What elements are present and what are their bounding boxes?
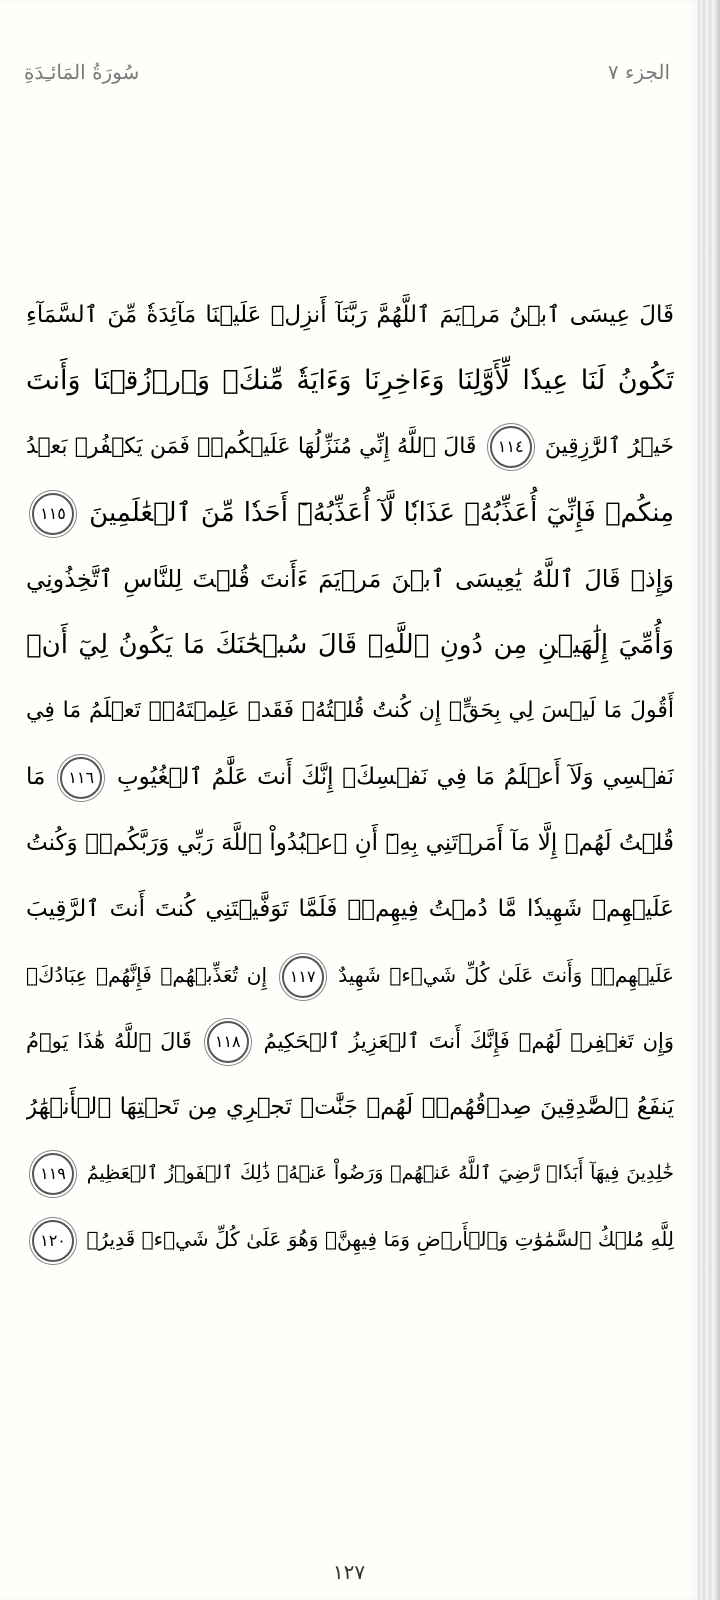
text-line [26, 282, 674, 348]
verse-text: قَالَ ٱللَّهُ هَٰذَا يَوۡمُ [26, 1029, 192, 1053]
verse-text: قَالَ ٱللَّهُ إِنِّي مُنَزِّلُهَا عَلَيۡكُمۡۖ فَمَن يَكۡفُرۡ بَعۡدُ [26, 434, 477, 459]
text-line [26, 942, 674, 1008]
verse-text: لِلَّهِ مُلۡكُ ٱلسَّمَٰوَٰتِ وَٱلۡأَرۡضِ وَمَا فِيهِنَّۚ وَهُوَ عَلَىٰ كُلِّ شَيۡءٖ قَدِيرُۢ [86, 1227, 674, 1251]
text-line [26, 1206, 674, 1272]
text-line [26, 612, 674, 678]
verse-text: خَٰلِدِينَ فِيهَآ أَبَدٗاۖ رَّضِيَ ٱللَّهُ عَنۡهُمۡ وَرَضُواْ عَنۡهُۚ ذَٰلِكَ ٱلۡفَوۡزُ ٱلۡعَظِيمُ [86, 1162, 674, 1184]
verse-text: نَفۡسِي وَلَآ أَعۡلَمُ مَا فِي نَفۡسِكَۚ إِنَّكَ أَنتَ عَلَّٰمُ ٱلۡغُيُوبِ [116, 764, 674, 790]
verse-text: عَلَيۡهِمۡۚ وَأَنتَ عَلَىٰ كُلِّ شَيۡءٖ شَهِيدٌ [338, 963, 674, 987]
ayah-number-marker: ١١٤ [490, 426, 532, 468]
page-number: ١٢٧ [332, 1560, 366, 1584]
ayah-number-marker: ١١٨ [207, 1021, 249, 1063]
ayah-number-marker: ١١٦ [60, 757, 102, 799]
text-line [26, 546, 674, 612]
surah-name: سُورَةُ المَائـِدَةِ [24, 60, 140, 84]
text-line [26, 1074, 674, 1140]
verse-text: عَلَيۡهِمۡ شَهِيدٗا مَّا دُمۡتُ فِيهِمۡۖ فَلَمَّا تَوَفَّيۡتَنِي كُنتَ أَنتَ ٱلرَّقِيبَ [26, 896, 674, 922]
text-line [26, 414, 674, 480]
verse-text: مِنكُمۡ فَإِنِّيٓ أُعَذِّبُهُۥ عَذَابٗا لَّآ أُعَذِّبُهُۥٓ أَحَدٗا مِّنَ ٱلۡعَٰلَمِينَ [89, 498, 674, 528]
text-line [26, 876, 674, 942]
text-line [26, 480, 674, 546]
verse-text: تَكُونُ لَنَا عِيدٗا لِّأَوَّلِنَا وَءَاخِرِنَا وَءَايَةٗ مِّنكَۖ وَٱرۡزُقۡنَا وَأَنتَ [26, 365, 674, 396]
ayah-number-marker: ١٢٠ [32, 1220, 74, 1262]
verse-text: وَأُمِّيَ إِلَٰهَيۡنِ مِن دُونِ ٱللَّهِۖ قَالَ سُبۡحَٰنَكَ مَا يَكُونُ لِيٓ أَنۡ [26, 630, 674, 660]
ayah-number-marker: ١١٩ [32, 1153, 74, 1195]
juz-label: الجزء ٧ [607, 60, 670, 84]
ayah-number-marker: ١١٧ [282, 956, 324, 998]
text-line [26, 678, 674, 744]
verse-text: وَإِذۡ قَالَ ٱللَّهُ يَٰعِيسَى ٱبۡنَ مَرۡيَمَ ءَأَنتَ قُلۡتَ لِلنَّاسِ ٱتَّخِذُونِي [26, 565, 674, 593]
verse-text: قُلۡتُ لَهُمۡ إِلَّا مَآ أَمَرۡتَنِي بِهِۦٓ أَنِ ٱعۡبُدُواْ ٱللَّهَ رَبِّي وَرَبَّكُمۡۚ وَكُنتُ [26, 830, 674, 856]
verse-text: أَقُولَ مَا لَيۡسَ لِي بِحَقٍّۚ إِن كُنتُ قُلۡتُهُۥ فَقَدۡ عَلِمۡتَهُۥۚ تَعۡلَمُ مَا فِي [26, 698, 674, 723]
verse-text: خَيۡرُ ٱلرَّٰزِقِينَ [544, 434, 674, 459]
quran-text-block [26, 282, 674, 1272]
verse-text: إِن تُعَذِّبۡهُمۡ فَإِنَّهُمۡ عِبَادُكَۖ [26, 963, 268, 987]
verse-text: مَا [26, 764, 46, 790]
verse-text: يَنفَعُ ٱلصَّٰدِقِينَ صِدۡقُهُمۡۚ لَهُمۡ جَنَّٰتٞ تَجۡرِي مِن تَحۡتِهَا ٱلۡأَنۡهَٰرُ [26, 1094, 674, 1120]
page-header [24, 60, 670, 96]
text-line [26, 744, 674, 810]
ayah-number-marker: ١١٥ [32, 493, 74, 535]
text-line [26, 1140, 674, 1206]
verse-text: قَالَ عِيسَى ٱبۡنُ مَرۡيَمَ ٱللَّهُمَّ رَبَّنَآ أَنزِلۡ عَلَيۡنَا مَآئِدَةٗ مِّنَ ٱلسَّمَآءِ [26, 302, 674, 328]
page-edge-decoration [698, 0, 720, 1600]
verse-text: وَإِن تَغۡفِرۡ لَهُمۡ فَإِنَّكَ أَنتَ ٱلۡعَزِيزُ ٱلۡحَكِيمُ [263, 1029, 674, 1053]
text-line [26, 810, 674, 876]
text-line [26, 348, 674, 414]
text-line [26, 1008, 674, 1074]
